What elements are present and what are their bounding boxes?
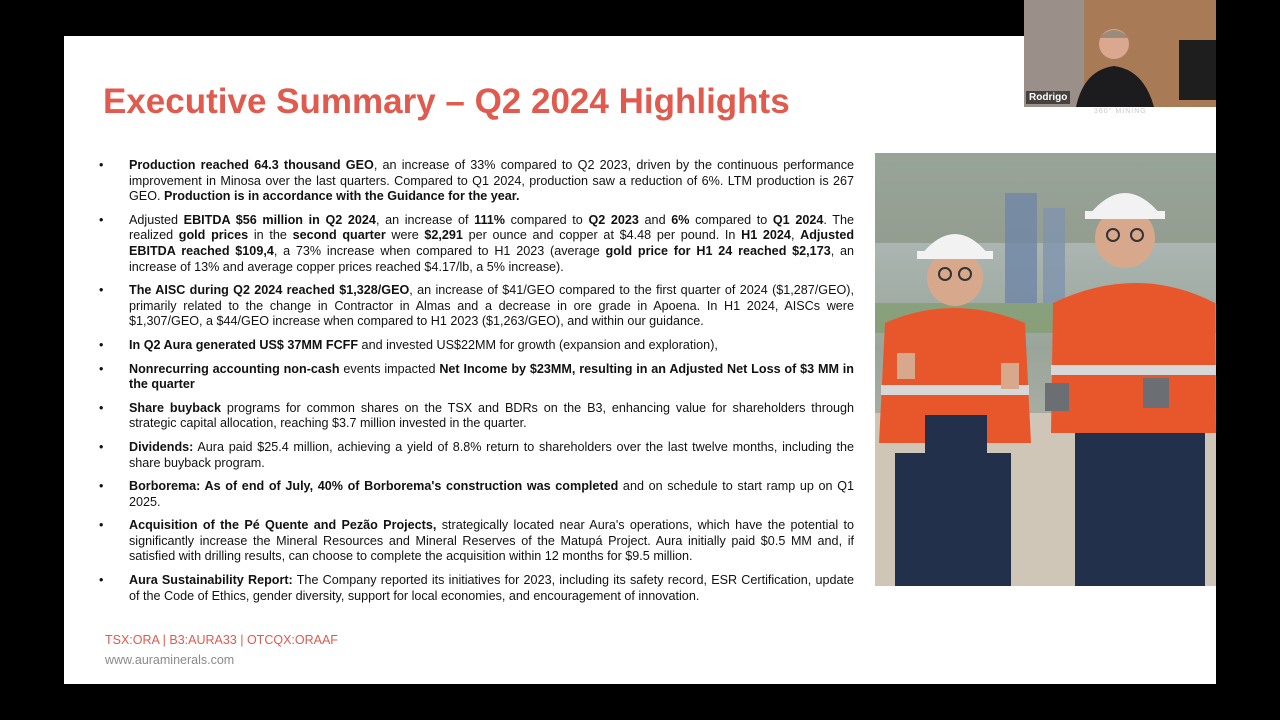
bullet-glyph: • [99,283,104,298]
stock-tickers: TSX:ORA | B3:AURA33 | OTCQX:ORAAF [105,633,338,647]
list-item: • The AISC during Q2 2024 reached $1,328/GEO, an increase of $41/GEO compared to the first quarter of 2024 ($1,287/GEO), primarily related to the change in Contractor in Almas and a decrease in ore grade in Apoena. In H1 2024, AISCs were $1,307/GEO, a $44/GEO increase when compared to H1 2023 ($1,263/GEO), and within our guidance. [99,283,854,329]
list-item: • Production reached 64.3 thousand GEO, an increase of 33% compared to Q2 2023, driven by the continuous performance improvement in Minosa over the last quarters. Compared to Q1 2024, production saw a reduction of 6%. LTM production is 267 GEO. Production is in accordance with the Guidance for the year. [99,158,854,204]
bullet-glyph: • [99,158,104,172]
participant-name: Rodrigo [1026,91,1070,104]
bullet-glyph: • [99,212,104,227]
list-item: • Share buyback programs for common shares on the TSX and BDRs on the B3, enhancing value for shareholders through strategic capital allocation, reaching $3.7 million invested in the quarter. [99,400,854,431]
list-item: • Adjusted EBITDA $56 million in Q2 2024, an increase of 111% compared to Q2 2023 and 6% compared to Q1 2024. The realized gold prices in the second quarter were $2,291 per ounce and copper at $4.48 per pound. In H1 2024, Adjusted EBITDA reached $109,4, a 73% increase when compared to H1 2023 (average gold price for H1 24 reached $2,173, an increase of 13% and average copper prices reached $4.17/lb, a 5% increase). [99,212,855,274]
list-item: • Nonrecurring accounting non-cash events impacted Net Income by $23MM, resulting in an Adjusted Net Loss of $3 MM in the quarter [99,361,854,392]
bullet-glyph: • [99,400,104,415]
list-item: • In Q2 Aura generated US$ 37MM FCFF and invested US$22MM for growth (expansion and exploration), [99,337,718,352]
bullet-glyph: • [99,439,104,454]
bullet-glyph: • [99,479,104,494]
bullet-glyph: • [99,361,104,376]
workers-photo [875,153,1216,586]
list-item: • Dividends: Aura paid $25.4 million, achieving a yield of 8.8% return to shareholders over the last twelve months, including the share buyback program. [99,439,854,470]
slide-title: Executive Summary – Q2 2024 Highlights [103,82,790,121]
webcam-thumbnail [1024,0,1216,107]
list-item: • Aura Sustainability Report: The Company reported its initiatives for 2023, including its safety record, ESR Certification, update of the Code of Ethics, gender diversity, support for local economies, and encouragement of innovation. [99,573,855,603]
brand-tagline: 360° MINING [1094,108,1147,115]
company-website: www.auraminerals.com [105,653,235,667]
list-item: • Acquisition of the Pé Quente and Pezão Projects, strategically located near Aura's operations, which have the potential to significantly increase the Mineral Resources and Mineral Reserves of the Matupá Project. Aura initially paid $0.5 MM and, if satisfied with drilling results, can choose to complete the acquisition within 12 months for $9.5 million. [99,518,854,564]
bullet-glyph: • [99,337,104,352]
bullet-glyph: • [99,518,104,533]
presentation-slide [64,36,1216,684]
highlights-list [98,158,854,612]
bullet-glyph: • [99,573,104,588]
list-item: • Borborema: As of end of July, 40% of Borborema's construction was completed and on schedule to start ramp up on Q1 2025. [99,479,854,509]
